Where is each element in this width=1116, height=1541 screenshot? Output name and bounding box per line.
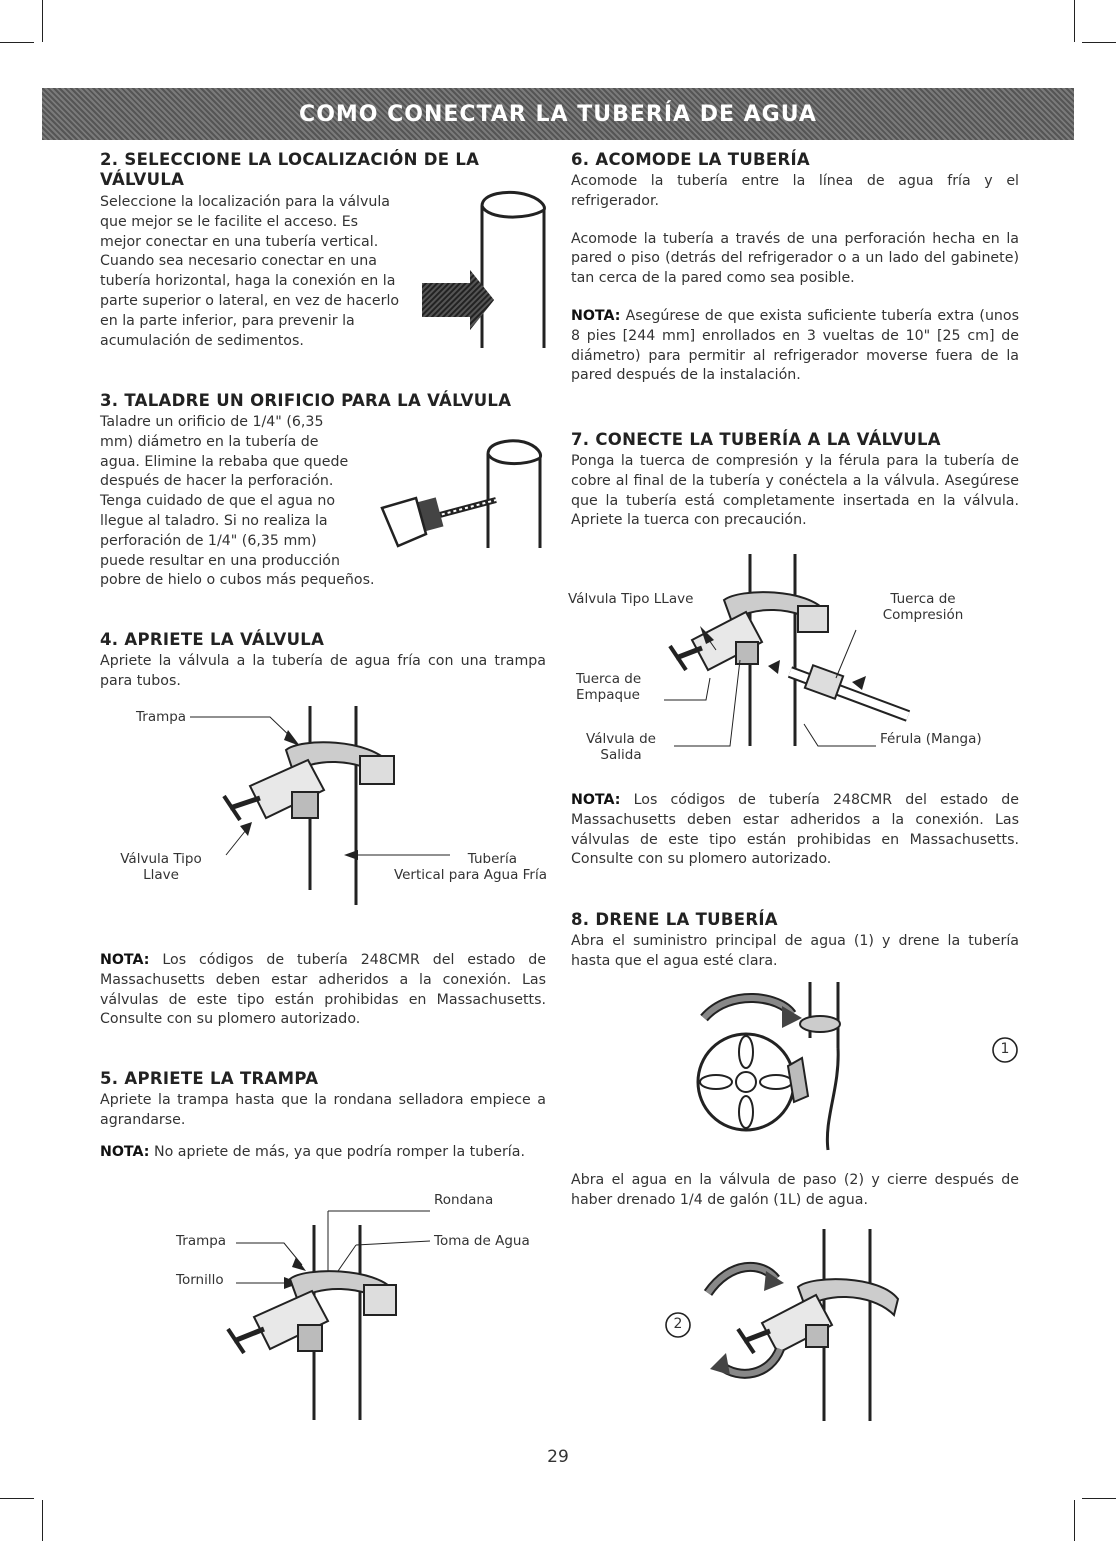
section-6-title: 6. ACOMODE LA TUBERÍA xyxy=(571,150,810,169)
section-3-line: Taladre un orificio de 1/4" (6,35 xyxy=(100,414,324,430)
section-7-text: Ponga la tuerca de compresión y la férula para la tubería de cobre al final de la tubería y conéctela a la válvula. Asegúrese que la tubería está completamente insertada en la válvula. Apriete la tuerca con precaución. xyxy=(571,453,1019,529)
crop-mark xyxy=(0,42,34,43)
section-2-line: mejor conectar en una tubería vertical. xyxy=(100,233,379,250)
crop-mark xyxy=(1074,0,1075,42)
pipe-location-illustration xyxy=(418,188,548,358)
section-4-note xyxy=(100,951,546,1030)
section-2-line: en la parte inferior, para prevenir la xyxy=(100,312,355,329)
shutoff-valve-illustration xyxy=(700,1225,900,1430)
section-7 xyxy=(571,430,1019,531)
section-2-line: Cuando sea necesario conectar en una xyxy=(100,253,377,270)
label-ferula: Férula (Manga) xyxy=(880,731,982,747)
section-8-p2: Abra el agua en la válvula de paso (2) y cierre después de haber drenado 1/4 de galón (1L) de agua. xyxy=(571,1172,1019,1208)
crop-mark xyxy=(1082,1498,1116,1499)
main-valve-illustration xyxy=(690,978,1030,1158)
section-8-title: 8. DRENE LA TUBERÍA xyxy=(571,910,778,929)
section-5-note: NOTA: No apriete de más, ya que podría romper la tubería. xyxy=(100,1143,525,1160)
label-valvula-tipo-llave-2: Válvula Tipo LLave xyxy=(568,591,694,607)
section-5 xyxy=(100,1069,546,1162)
page-title: COMO CONECTAR LA TUBERÍA DE AGUA xyxy=(299,101,817,127)
note-text: NOTA: Los códigos de tubería 248CMR del estado de Massachusetts deben estar adheridos a la conexión. Las válvulas de este tipo están prohibidas en Massachusetts. Consulte con su plomero autorizado. xyxy=(571,792,1019,868)
section-7-note xyxy=(571,791,1019,870)
section-2-line: acumulación de sedimentos. xyxy=(100,332,304,349)
label-rondana: Rondana xyxy=(434,1192,494,1208)
marker-1: 1 xyxy=(1000,1041,1010,1057)
label-tornillo: Tornillo xyxy=(176,1272,224,1288)
section-3-line: después de hacer la perforación. xyxy=(100,473,334,490)
section-4-title: 4. APRIETE LA VÁLVULA xyxy=(100,630,325,649)
label-valvula-tipo-llave: Válvula Tipo Llave xyxy=(120,851,202,883)
section-6-p1: Acomode la tubería entre la línea de agua fría y el refrigerador. xyxy=(571,173,1019,209)
section-3-title: 3. TALADRE UN ORIFICIO PARA LA VÁLVULA xyxy=(100,391,512,410)
section-2-line: Seleccione la localización para la válvula xyxy=(100,194,391,210)
label-tuerca-compresion: Tuerca de Compresión xyxy=(882,591,964,623)
section-3-line: perforación de 1/4" (6,35 mm) xyxy=(100,532,317,549)
section-3-line: agua. Elimine la rebaba que quede xyxy=(100,453,349,470)
crop-mark xyxy=(0,1498,34,1499)
section-2-line: tubería horizontal, haga la conexión en la xyxy=(100,273,396,290)
drill-illustration xyxy=(376,436,546,556)
section-2-title: 2. SELECCIONE LA LOCALIZACIÓN DE LA VÁLVULA xyxy=(100,150,480,189)
crop-mark xyxy=(1074,1500,1075,1541)
crop-mark xyxy=(42,1500,43,1541)
section-4-text: Apriete la válvula a la tubería de agua fría con una trampa para tubos. xyxy=(100,653,546,689)
section-6 xyxy=(571,150,1019,386)
section-3-line: llegue al taladro. Si no realiza la xyxy=(100,512,328,529)
section-2-line: parte superior o lateral, en vez de hacerlo xyxy=(100,292,400,309)
section-5-text: Apriete la trampa hasta que la rondana selladora empiece a agrandarse. xyxy=(100,1092,546,1128)
label-tuerca-empaque: Tuerca de Empaque xyxy=(576,671,642,703)
section-3-line: Tenga cuidado de que el agua no xyxy=(100,493,336,510)
label-toma-de-agua: Toma de Agua xyxy=(434,1233,530,1249)
label-trampa: Trampa xyxy=(136,709,187,725)
section-8-p1: Abra el suministro principal de agua (1) y drene la tubería hasta que el agua esté clara. xyxy=(571,933,1019,969)
note-text: NOTA: Los códigos de tubería 248CMR del estado de Massachusetts deben estar adheridos a la conexión. Las válvulas de este tipo están prohibidas en Massachusetts. Consulte con su plomero autorizado. xyxy=(100,952,546,1028)
label-valvula-salida: Válvula de Salida xyxy=(586,731,656,763)
section-6-note: NOTA: Asegúrese de que exista suficiente tubería extra (unos 8 pies [244 mm] enrollados en 3 vueltas de 10" [25 cm] de diámetro) para permitir al refrigerador moverse fuera de la pared después de la instalación. xyxy=(571,307,1020,384)
section-2-line: que mejor se le facilite el acceso. Es xyxy=(100,213,359,230)
section-6-p2: Acomode la tubería a través de una perforación hecha en la pared o piso (detrás del refrigerador o a un lado del gabinete) tan cerca de la pared como sea posible. xyxy=(571,230,1019,287)
section-3-line: puede resultar en una producción xyxy=(100,552,340,569)
section-4 xyxy=(100,630,546,692)
connect-valve-illustration xyxy=(640,550,940,750)
section-8-p2-wrap xyxy=(571,1171,1019,1211)
marker-2: 2 xyxy=(673,1316,683,1332)
section-5-title: 5. APRIETE LA TRAMPA xyxy=(100,1069,319,1088)
crop-mark xyxy=(1082,42,1116,43)
section-8 xyxy=(571,910,1019,972)
section-3-line: mm) diámetro en la tubería de xyxy=(100,433,319,450)
label-trampa-2: Trampa xyxy=(176,1233,227,1249)
label-tuberia-vertical: Tubería Vertical para Agua Fría xyxy=(393,851,547,883)
section-banner xyxy=(42,88,1074,140)
section-3-line: pobre de hielo o cubos más pequeños. xyxy=(100,572,375,589)
section-7-title: 7. CONECTE LA TUBERÍA A LA VÁLVULA xyxy=(571,430,941,449)
page-number: 29 xyxy=(547,1447,569,1467)
crop-mark xyxy=(42,0,43,42)
trap-illustration xyxy=(180,1195,440,1430)
